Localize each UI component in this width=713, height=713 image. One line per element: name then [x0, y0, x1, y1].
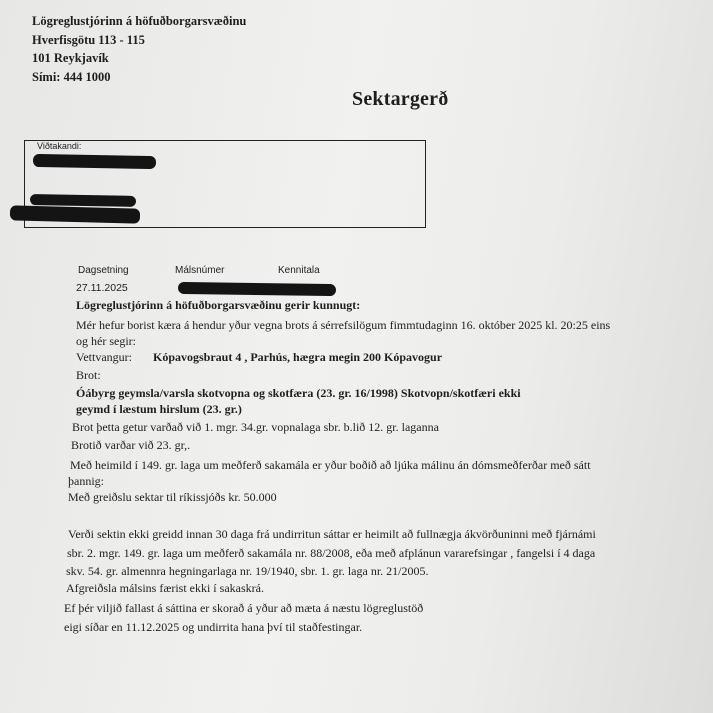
complaint-line-2: og hér segir:: [76, 334, 136, 348]
sender-name: Lögreglustjórinn á höfuðborgarsvæðinu: [32, 14, 247, 28]
case-number-label: Málsnúmer: [175, 265, 225, 276]
scene-value: Kópavogsbraut 4 , Parhús, hægra megin 200 Kópavogur: [153, 350, 443, 364]
unpaid-line-2: sbr. 2. mgr. 149. gr. laga um meðferð sakamála nr. 88/2008, eða með afplánun vararefsingar , fangelsi í 4 daga: [67, 546, 596, 560]
complaint-line-1: Mér hefur borist kæra á hendur yður vegna brots á sérrefsilögum fimmtudaginn 16. október 2025 kl. 20:25 eins: [76, 318, 611, 332]
offense-line-1: Óábyrg geymsla/varsla skotvopna og skotfæra (23. gr. 16/1998) Skotvopn/skotfæri ekki: [76, 386, 521, 400]
authority-line-1: Með heimild í 149. gr. laga um meðferð sakamála er yður boðið að ljúka málinu án dómsmeðferðar með sátt: [70, 458, 591, 472]
fine-line: Með greiðslu sektar til ríkissjóðs kr. 50.000: [68, 490, 277, 504]
offense-line-2: geymd í læstum hirslum (23. gr.): [76, 402, 242, 416]
law-line-2: Brotið varðar við 23. gr,.: [71, 438, 191, 452]
document-title: Sektargerð: [352, 88, 449, 110]
sender-block: [32, 12, 246, 86]
authority-line-2: þannig:: [68, 474, 104, 488]
scene-label: Vettvangur:: [76, 350, 132, 364]
sender-street: Hverfisgötu 113 - 115: [32, 32, 145, 47]
accept-line-2: eigi síðar en 11.12.2025 og undirrita hana því til staðfestingar.: [64, 620, 363, 634]
id-number-label: Kennitala: [278, 265, 320, 276]
recipient-address-redaction: [30, 194, 136, 207]
sender-city: 101 Reykjavík: [32, 51, 109, 65]
unpaid-line-1: Verði sektin ekki greidd innan 30 daga frá undirritun sáttar er heimilt að fullnægja ákvörðuninni með fjárnámi: [68, 527, 596, 541]
case-number-redaction: [178, 282, 336, 296]
recipient-label: Viðtakandi:: [37, 141, 82, 151]
date-label: Dagsetning: [78, 265, 129, 276]
recipient-name-redaction: [33, 154, 156, 169]
offense-label: Brot:: [76, 368, 101, 382]
unpaid-line-3: skv. 54. gr. almennra hegningarlaga nr. 19/1940, sbr. 1. gr. laga nr. 21/2005.: [66, 564, 429, 578]
accept-line-1: Ef þér viljið fallast á sáttina er skorað á yður að mæta á næstu lögreglustöð: [64, 601, 424, 615]
law-line-1: Brot þetta getur varðað við 1. mgr. 34.gr. vopnalaga sbr. b.lið 12. gr. laganna: [72, 420, 439, 434]
announcement-line: Lögreglustjórinn á höfuðborgarsvæðinu gerir kunnugt:: [76, 298, 361, 312]
sender-phone: Sími: 444 1000: [32, 69, 111, 84]
record-line: Afgreiðsla málsins færist ekki í sakaskrá.: [66, 581, 264, 595]
date-value: 27.11.2025: [76, 282, 128, 294]
